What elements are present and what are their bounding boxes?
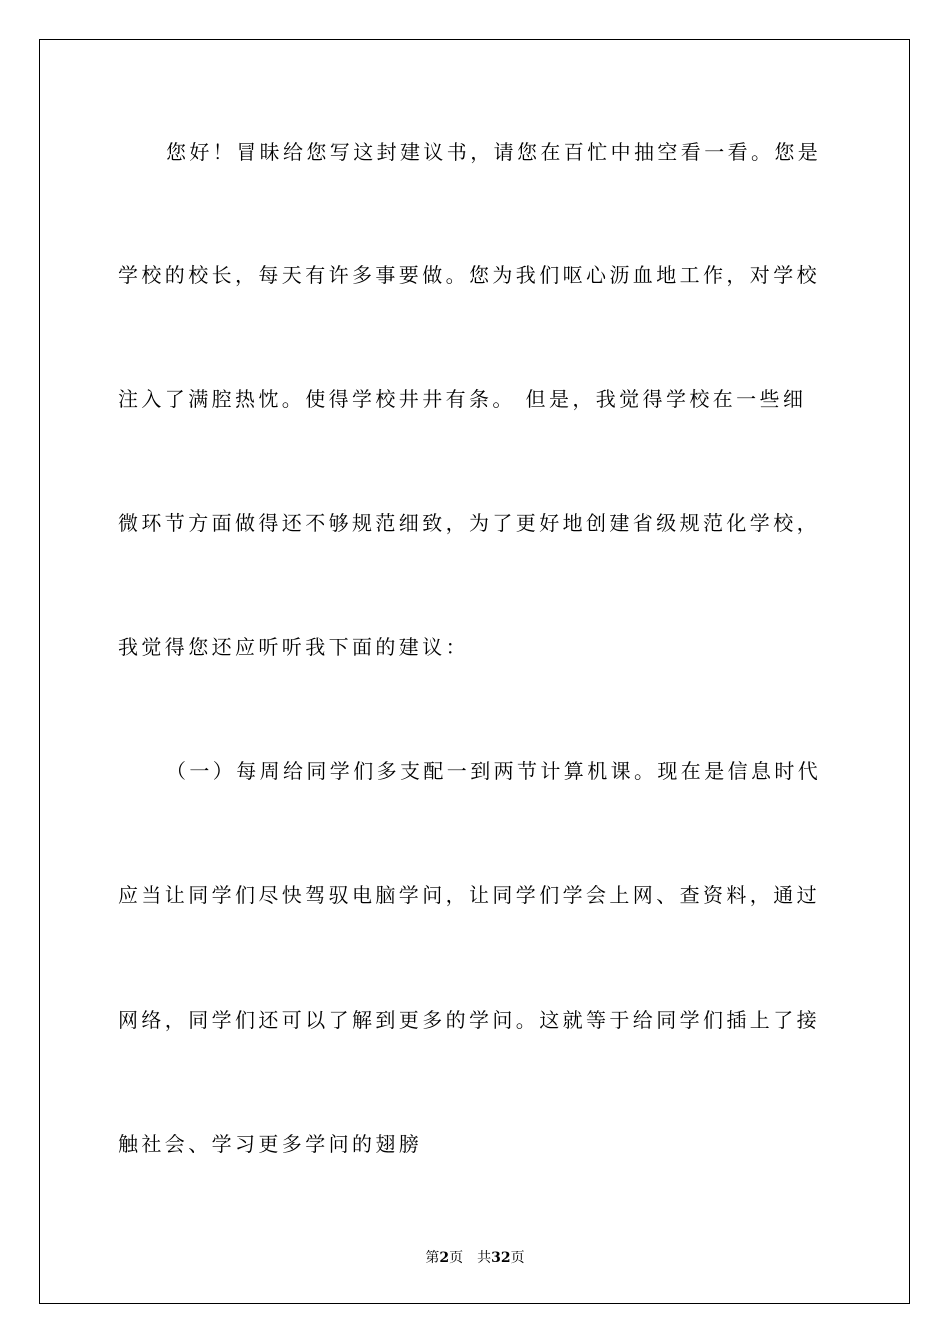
page-prefix: 第: [425, 1250, 440, 1266]
page-footer: [0, 1249, 950, 1267]
paragraph-line-7: 应当让同学们尽快驾驭电脑学问，让同学们学会上网、查资料，通过: [118, 883, 820, 907]
total-prefix: 共: [477, 1250, 492, 1266]
total-pages: 32: [491, 1250, 511, 1266]
page-suffix: 页: [449, 1250, 464, 1266]
total-suffix: 页: [510, 1250, 525, 1266]
paragraph-line-2: 学校的校长，每天有许多事要做。您为我们呕心沥血地工作，对学校: [118, 263, 820, 287]
paragraph-line-3: 注入了满腔热忱。使得学校井井有条。 但是，我觉得学校在一些细: [118, 387, 807, 411]
paragraph-line-4: 微环节方面做得还不够规范细致，为了更好地创建省级规范化学校，: [118, 511, 820, 535]
paragraph-line-5: 我觉得您还应听听我下面的建议：: [118, 635, 469, 659]
page-border: [39, 39, 910, 1304]
paragraph-line-9: 触社会、学习更多学问的翅膀: [118, 1132, 423, 1156]
paragraph-line-1: 您好！冒昧给您写这封建议书，请您在百忙中抽空看一看。您是: [166, 140, 822, 164]
paragraph-line-8: 网络，同学们还可以了解到更多的学问。这就等于给同学们插上了接: [118, 1008, 820, 1032]
page-number: 2: [439, 1250, 450, 1266]
paragraph-line-6: （一）每周给同学们多支配一到两节计算机课。现在是信息时代: [166, 759, 822, 783]
